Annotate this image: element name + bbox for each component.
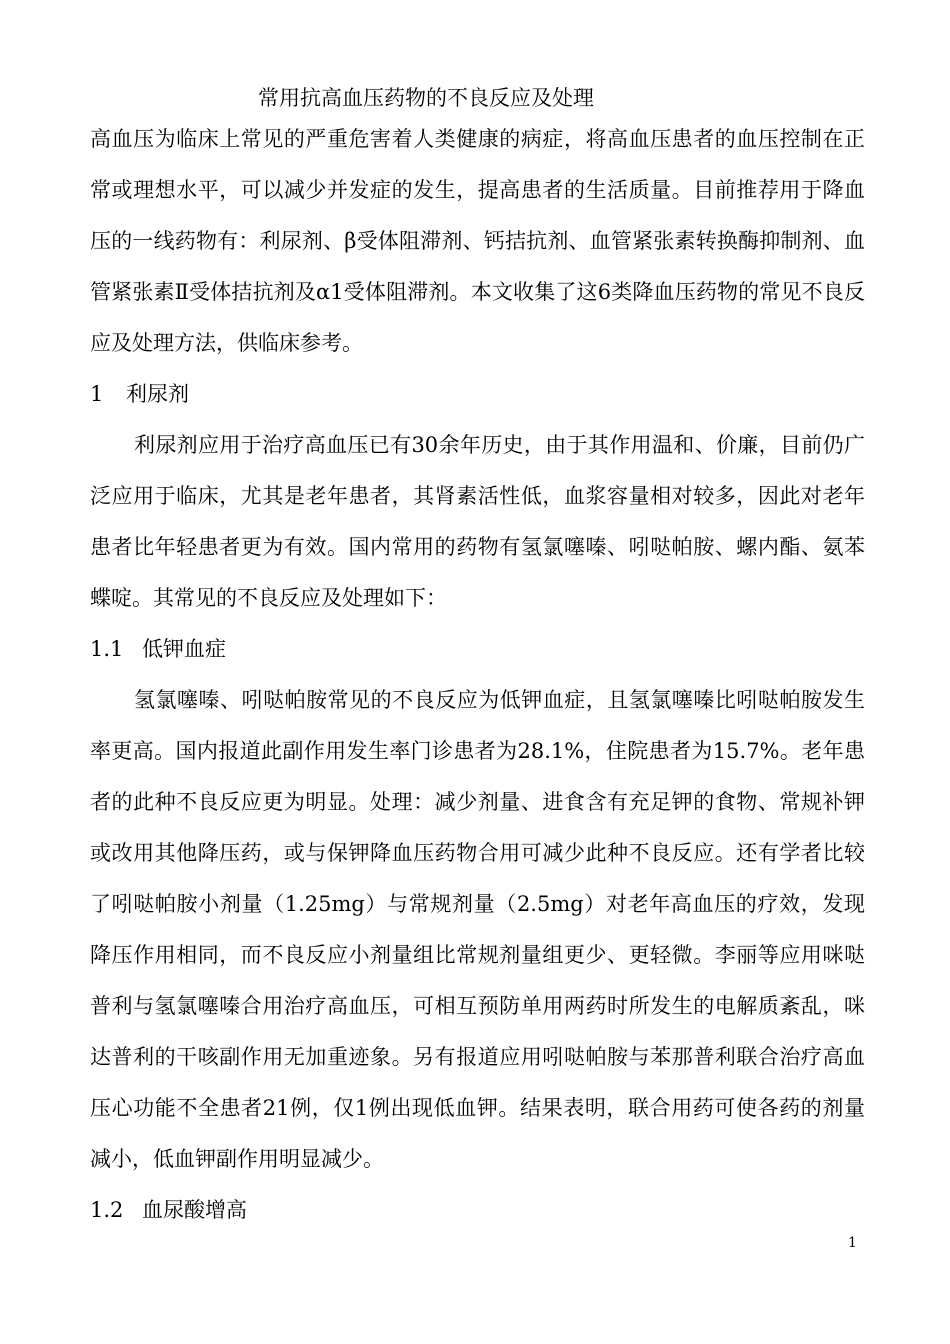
section-number: 1.2: [90, 1198, 124, 1222]
section-title: 利尿剂: [126, 382, 189, 406]
intro-paragraph: 高血压为临床上常见的严重危害着人类健康的病症，将高血压患者的血压控制在正常或理想水平，可以减少并发症的发生，提高患者的生活质量。目前推荐用于降血压的一线药物有：利尿剂、β受体阻滞剂、钙拮抗剂、血管紧张素转换酶抑制剂、血管紧张素Ⅱ受体拮抗剂及α1受体阻滞剂。本文收集了这6类降血压药物的常见不良反应及处理方法，供临床参考。: [90, 127, 865, 355]
section-number: 1: [90, 382, 104, 406]
section-number: 1.1: [90, 637, 124, 661]
document-body: [90, 82, 865, 1236]
page-number: 1: [848, 1235, 857, 1251]
section-heading-1-1: [90, 624, 865, 675]
section-title: 低钾血症: [142, 637, 226, 661]
section-1-1-paragraph: 氢氯噻嗪、吲哒帕胺常见的不良反应为低钾血症，且氢氯噻嗪比吲哒帕胺发生率更高。国内报道此副作用发生率门诊患者为28.1%，住院患者为15.7%。老年患者的此种不良反应更为明显。处理：减少剂量、进食含有充足钾的食物、常规补钾或改用其他降压药，或与保钾降血压药物合用可减少此种不良反应。还有学者比较了吲哒帕胺小剂量（1.25mg）与常规剂量（2.5mg）对老年高血压的疗效，发现降压作用相同，而不良反应小剂量组比常规剂量组更少、更轻微。李丽等应用咪哒普利与氢氯噻嗪合用治疗高血压，可相互预防单用两药时所发生的电解质紊乱，咪达普利的干咳副作用无加重迹象。另有报道应用吲哒帕胺与苯那普利联合治疗高血压心功能不全患者21例，仅1例出现低血钾。结果表明，联合用药可使各药的剂量减小，低血钾副作用明显减少。: [90, 688, 865, 1171]
section-1-paragraph: 利尿剂应用于治疗高血压已有30余年历史，由于其作用温和、价廉，目前仍广泛应用于临床，尤其是老年患者，其肾素活性低，血浆容量相对较多，因此对老年患者比年轻患者更为有效。国内常用的药物有氢氯噻嗪、吲哒帕胺、螺内酯、氨苯蝶啶。其常见的不良反应及处理如下：: [90, 433, 865, 610]
section-heading-1-2: [90, 1185, 865, 1236]
section-title: 血尿酸增高: [142, 1198, 247, 1222]
document-title: 常用抗高血压药物的不良反应及处理: [258, 86, 594, 110]
section-heading-1: [90, 369, 865, 420]
